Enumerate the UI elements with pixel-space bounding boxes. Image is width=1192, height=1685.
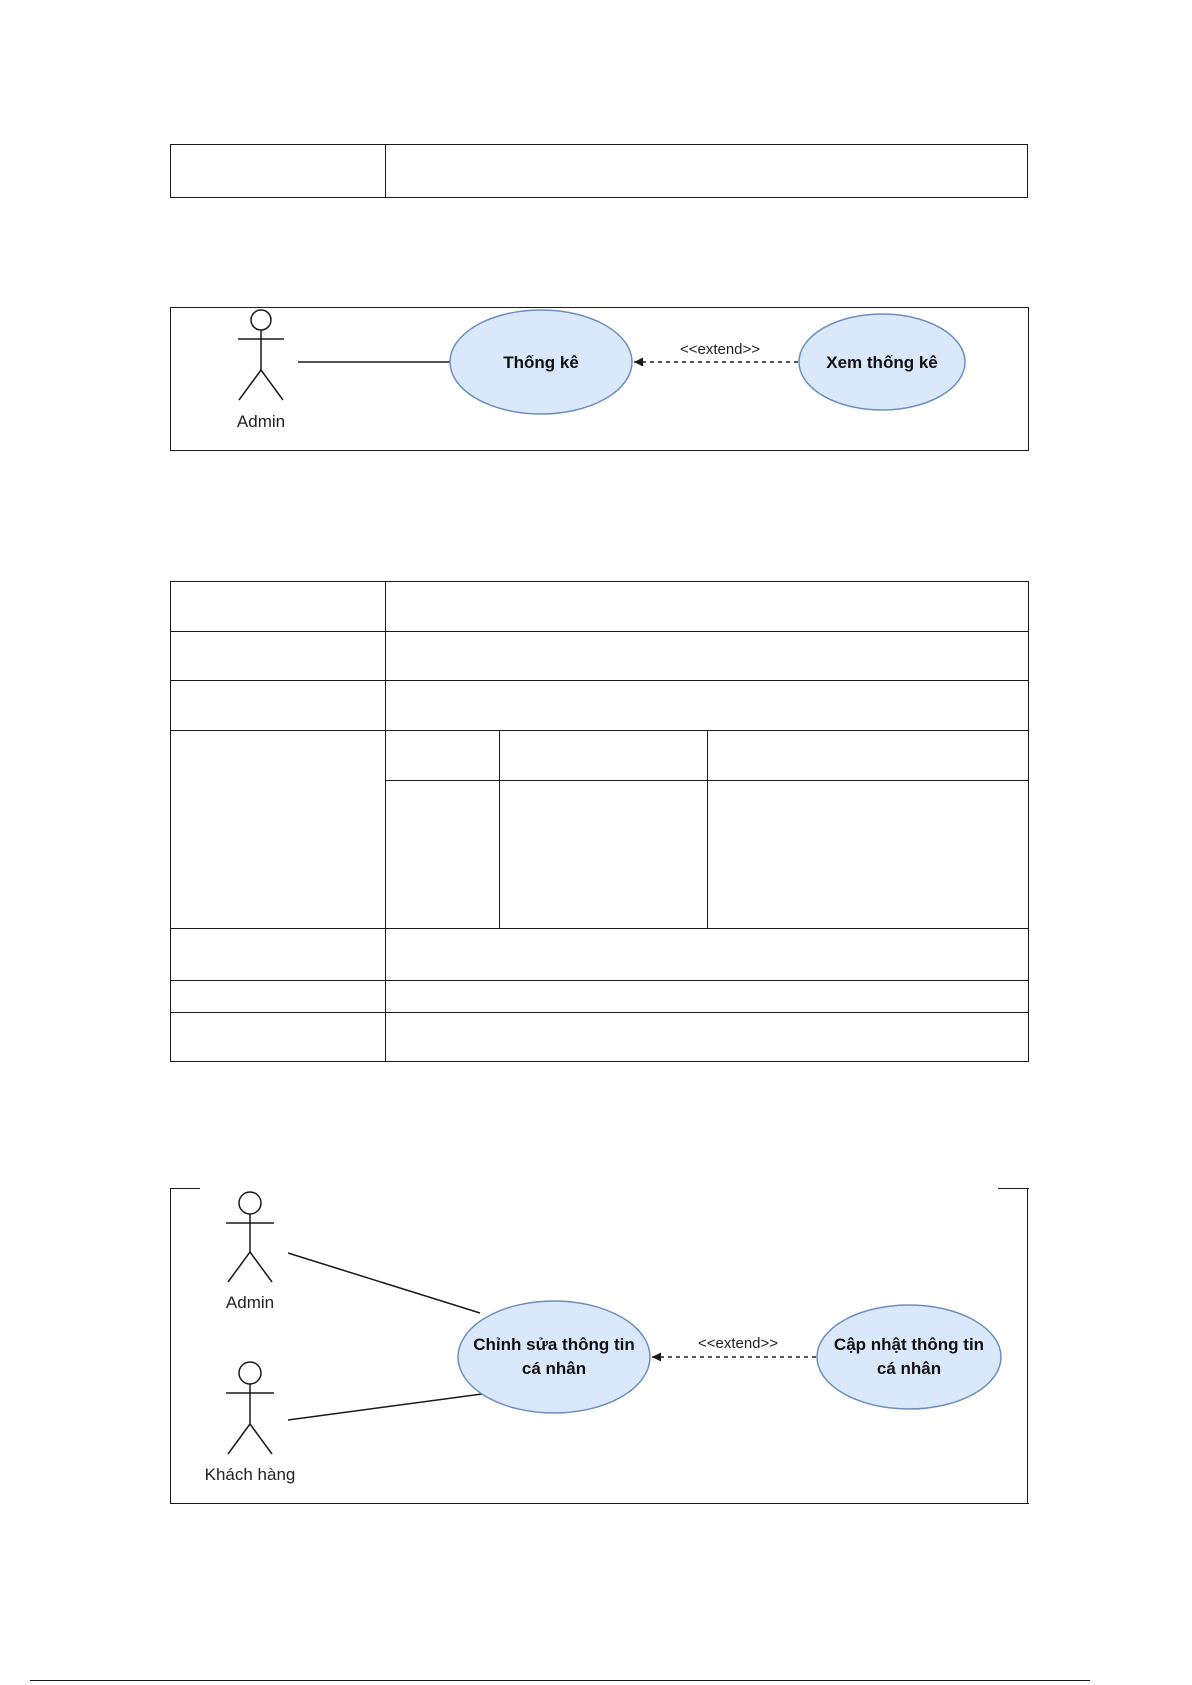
association-line — [288, 1253, 480, 1313]
actor-admin-label: Admin — [225, 1293, 275, 1312]
actor-khach-hang — [226, 1362, 274, 1454]
usecase-cap-nhat-label-line1: Cập nhật thông tin — [833, 1335, 985, 1354]
usecase-chinh-sua-label-line2: cá nhân — [521, 1359, 587, 1378]
extend-label: <<extend>> — [679, 341, 761, 358]
extend-label: <<extend>> — [697, 1335, 779, 1352]
usecase-chinh-sua-label-line1: Chỉnh sửa thông tin — [473, 1335, 635, 1354]
usecase-thong-ke-label: Thống kê — [503, 353, 579, 372]
usecase-cap-nhat-thong-tin — [817, 1305, 1001, 1409]
actor-khach-hang-label: Khách hàng — [204, 1465, 296, 1484]
usecase-cap-nhat-label-line2: cá nhân — [876, 1359, 942, 1378]
actor-admin — [226, 1192, 274, 1282]
association-line — [288, 1394, 482, 1420]
page-footer-rule — [30, 1680, 1090, 1681]
actor-admin — [238, 310, 284, 400]
actor-admin-label: Admin — [236, 412, 286, 431]
usecase-xem-thong-ke-label: Xem thống kê — [826, 353, 938, 372]
usecase-chinh-sua-thong-tin — [458, 1301, 650, 1413]
